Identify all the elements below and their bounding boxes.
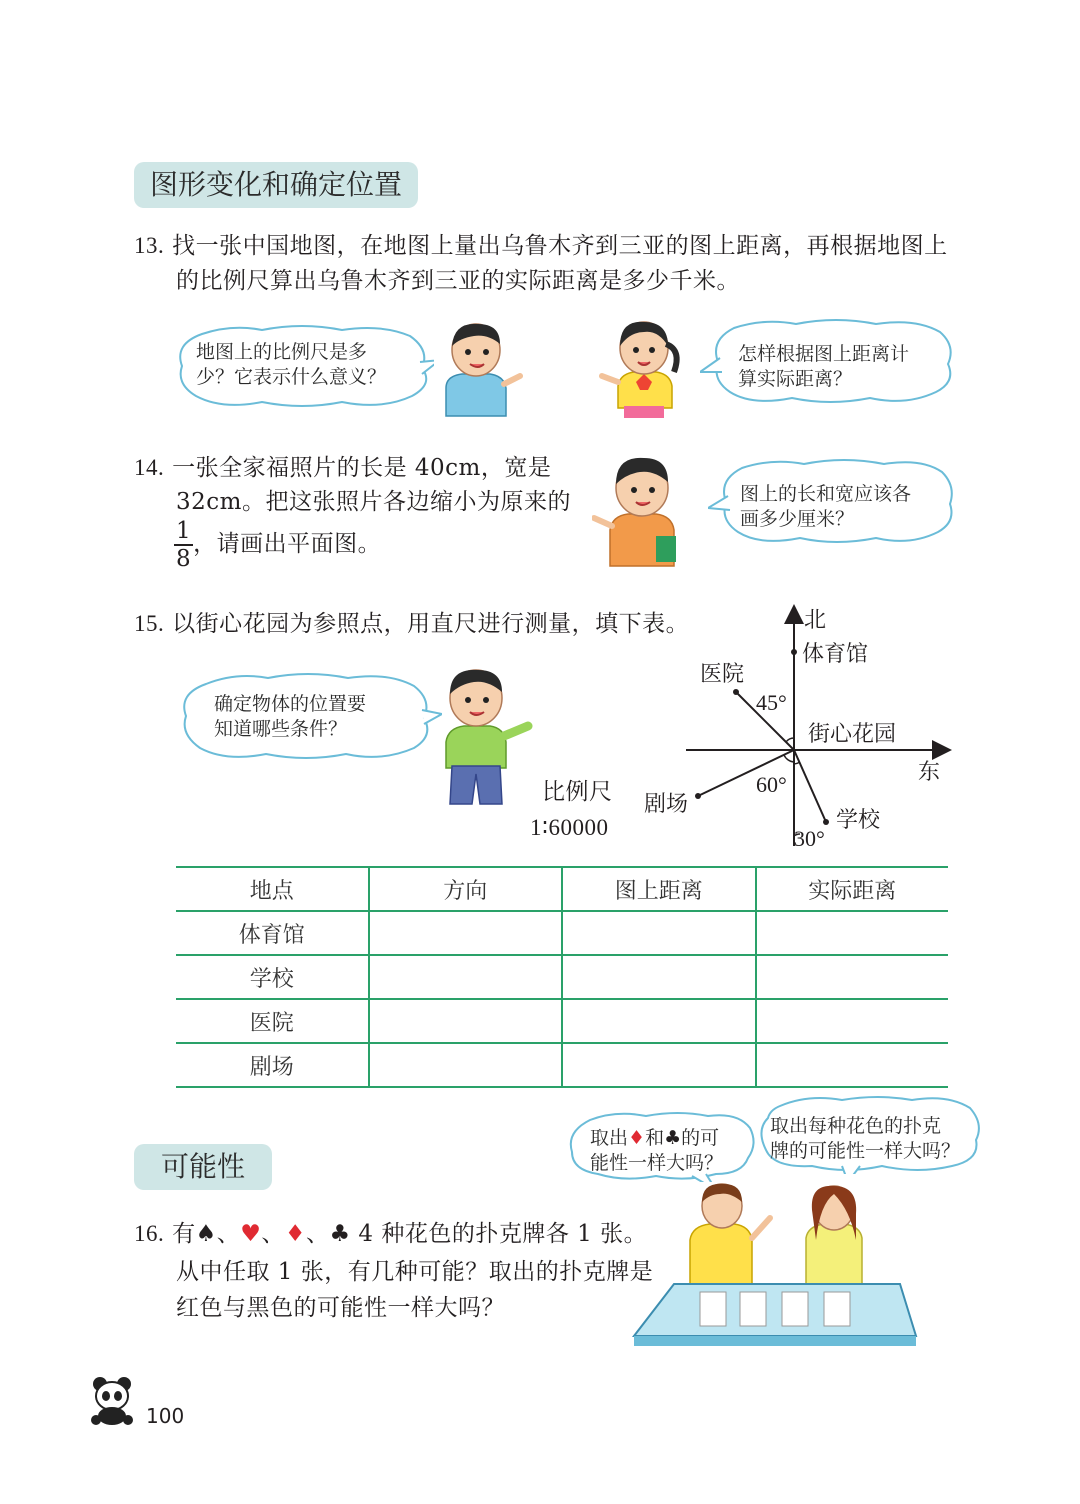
- table-cell-blank: [562, 1043, 756, 1087]
- table-cell-blank: [756, 911, 949, 955]
- table-cell-blank: [562, 999, 756, 1043]
- q13-text-line1: 找一张中国地图，在地图上量出乌鲁木齐到三亚的图上距离，再根据地图上: [172, 233, 948, 259]
- bubble-16-right-line1: 取出每种花色的扑克: [770, 1115, 942, 1137]
- q14-line1: [134, 450, 551, 486]
- map-center-label: 街心花园: [808, 722, 897, 747]
- girl-cartoon-icon: [598, 316, 690, 420]
- table-row: [176, 999, 948, 1043]
- q15-text: 以街心花园为参照点，用直尺进行测量，填下表。: [172, 611, 690, 637]
- table-cell-blank: [369, 955, 563, 999]
- table-header: 地点: [176, 867, 369, 911]
- bubble-14-text: [740, 482, 911, 532]
- q13-text-line2: 的比例尺算出乌鲁木齐到三亚的实际距离是多少千米。: [176, 268, 740, 294]
- bubble-15-text: [214, 692, 366, 742]
- table-cell-blank: [562, 911, 756, 955]
- bubble-13-left-text: [196, 340, 386, 390]
- section-title-geometry: 图形变化和确定位置: [134, 162, 418, 208]
- table-cell-place: 剧场: [176, 1043, 369, 1087]
- boy-standing-cartoon-icon: [424, 664, 534, 810]
- panda-icon: [86, 1374, 138, 1426]
- table-cell-place: 学校: [176, 955, 369, 999]
- table-cell-blank: [369, 999, 563, 1043]
- q16-text-line2: 从中任取 1 张，有几种可能？取出的扑克牌是: [176, 1259, 654, 1285]
- table-cell-blank: [756, 955, 949, 999]
- q13-line1: [134, 228, 948, 264]
- scale-label: 比例尺: [542, 779, 613, 805]
- table-row: [176, 955, 948, 999]
- spade-icon: ♠: [195, 1221, 217, 1247]
- table-cell-blank: [369, 1043, 563, 1087]
- q13-number: 13.: [134, 233, 165, 258]
- diamond-icon: ♦: [284, 1221, 306, 1247]
- bubble-16-left-text: [590, 1126, 723, 1176]
- fraction-denominator: 8: [176, 546, 192, 572]
- bubble-16-left-line2: 能性一样大吗？: [590, 1152, 724, 1174]
- hospital-point: [733, 689, 739, 695]
- bubble-15-line1: 确定物体的位置要: [214, 693, 367, 715]
- theater-point: [695, 793, 701, 799]
- q15-number: 15.: [134, 611, 165, 636]
- map-angle-school: 30°: [794, 826, 825, 851]
- q14-text-line3: ，请画出平面图。: [193, 531, 382, 557]
- school-line: [794, 750, 826, 822]
- boy-cartoon-icon-2: [592, 452, 692, 568]
- bubble-16-right-line2: 牌的可能性一样大吗？: [770, 1140, 961, 1162]
- gym-point: [791, 649, 797, 655]
- bubble-15-line2: 知道哪些条件？: [214, 718, 348, 740]
- location-table: [176, 866, 948, 1088]
- heart-icon: ♥: [240, 1221, 262, 1247]
- table-cell-blank: [369, 911, 563, 955]
- bubble-13-right-text: [738, 342, 909, 392]
- table-cell-blank: [756, 999, 949, 1043]
- q16-text-pre: 有: [172, 1221, 196, 1247]
- map-school-label: 学校: [836, 808, 881, 833]
- map-east-label: 东: [918, 760, 941, 785]
- table-row: [176, 911, 948, 955]
- fraction-one-eighth: [174, 518, 193, 572]
- table-cell-place: 医院: [176, 999, 369, 1043]
- map-hospital-label: 医院: [700, 662, 745, 687]
- table-header: 图上距离: [562, 867, 756, 911]
- map-north-label: 北: [804, 608, 827, 633]
- map-gym-label: 体育馆: [802, 642, 869, 667]
- section-title-probability: 可能性: [134, 1144, 272, 1190]
- fraction-numerator: 1: [176, 518, 192, 544]
- bubble-13-left-line2: 少？它表示什么意义？: [196, 366, 387, 388]
- suit-separator: 、: [261, 1221, 285, 1247]
- table-row: [176, 1043, 948, 1087]
- map-angle-hospital: 45°: [756, 690, 787, 715]
- q14-number: 14.: [134, 455, 165, 480]
- diamond-icon: ♦: [628, 1127, 646, 1149]
- q14-line3: [174, 518, 381, 572]
- q16-text-post: 4 种花色的扑克牌各 1 张。: [358, 1221, 648, 1247]
- kids-at-table-illustration: [630, 1180, 920, 1350]
- bubble-13-right-line2: 算实际距离？: [738, 368, 853, 390]
- bubble-14-line1: 图上的长和宽应该各: [740, 483, 912, 505]
- map-angle-theater: 60°: [756, 772, 787, 797]
- bubble-16-left-pre: 取出: [590, 1127, 629, 1149]
- q14-text-line1: 一张全家福照片的长是 40cm，宽是: [172, 455, 552, 481]
- table-cell-place: 体育馆: [176, 911, 369, 955]
- bubble-16-left-post: 的可: [681, 1127, 720, 1149]
- table-cell-blank: [562, 955, 756, 999]
- bubble-16-right-text: [770, 1114, 960, 1164]
- map-theater-label: 剧场: [644, 792, 689, 817]
- bubble-14-line2: 画多少厘米？: [740, 508, 855, 530]
- bubble-16-left-mid: 和: [645, 1127, 665, 1149]
- table-cell-blank: [756, 1043, 949, 1087]
- bubble-13-left-line1: 地图上的比例尺是多: [196, 341, 368, 363]
- q16-line1: [134, 1216, 647, 1252]
- q16-number: 16.: [134, 1221, 165, 1246]
- table-header: 实际距离: [756, 867, 949, 911]
- q15-line: [134, 606, 689, 642]
- q16-text-line3: 红色与黑色的可能性一样大吗？: [176, 1295, 505, 1321]
- club-icon: ♣: [664, 1127, 682, 1149]
- boy-cartoon-icon: [428, 318, 524, 418]
- page-number: 100: [146, 1404, 185, 1428]
- suit-separator: 、: [305, 1221, 330, 1247]
- bubble-16-left-line1: [590, 1126, 723, 1151]
- club-icon: ♣: [329, 1221, 351, 1247]
- suit-separator: 、: [216, 1221, 241, 1247]
- bubble-13-right-line1: 怎样根据图上距离计: [738, 343, 910, 365]
- scale-value: 1∶60000: [530, 815, 609, 840]
- q14-text-line2: 32cm。把这张照片各边缩小为原来的: [176, 489, 571, 515]
- school-point: [823, 819, 829, 825]
- table-header: 方向: [369, 867, 563, 911]
- table-header-row: [176, 867, 948, 911]
